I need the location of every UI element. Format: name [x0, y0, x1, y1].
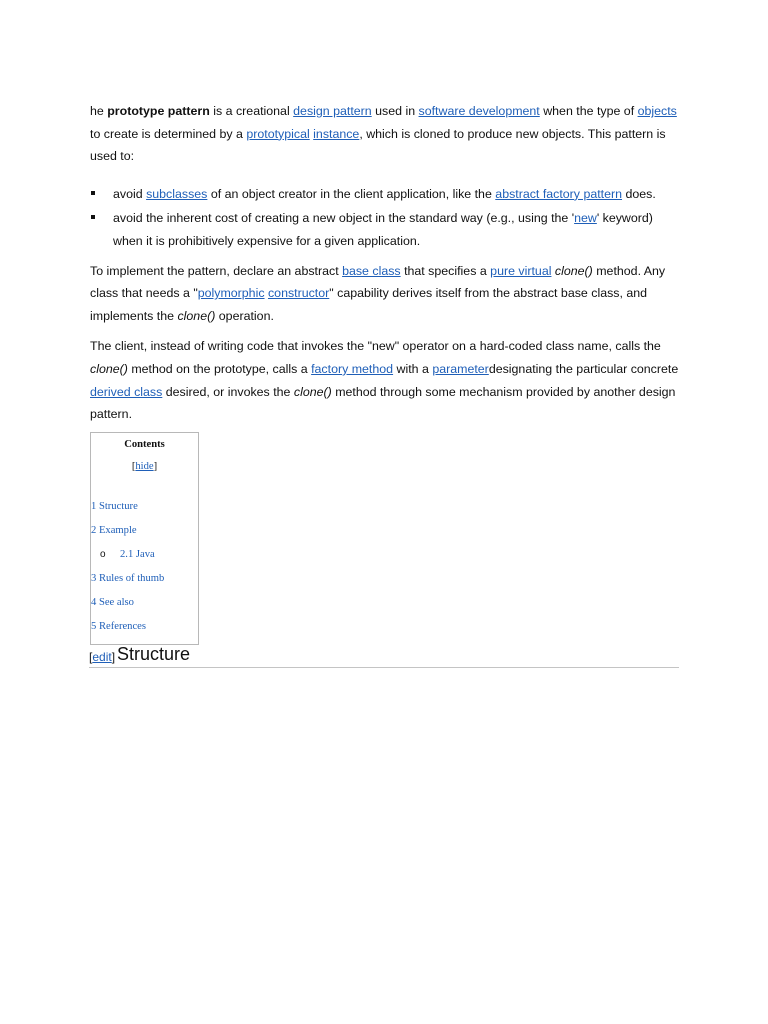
text: when the type of [539, 104, 638, 118]
toc-item-example [91, 525, 137, 536]
link-constructor[interactable]: constructor [267, 286, 330, 301]
edit-section [89, 650, 115, 664]
edit-link[interactable]: edit [92, 650, 112, 664]
code-term: clone() [293, 384, 332, 399]
text: designating the particular concrete [488, 361, 679, 376]
text: " capability derives itself from the abstract base class, and implements the [90, 286, 648, 323]
bracket: ] [153, 461, 158, 472]
code-term: clone() [90, 361, 128, 376]
toc-title: Contents [124, 439, 165, 450]
bullet-list [90, 183, 682, 253]
text: with a [393, 361, 433, 376]
list-item [90, 183, 682, 206]
square-bullet-icon [91, 191, 95, 195]
toc-hide-toggle [91, 461, 198, 472]
text: is a creational [209, 104, 294, 118]
article-body [90, 100, 682, 426]
text: method through some mechanism provided by another design pattern. [90, 384, 676, 422]
section-heading [89, 644, 679, 668]
text: method. Any class that needs a " [90, 263, 666, 301]
text: he [90, 104, 108, 118]
toc-link[interactable]: 4 See also [91, 597, 134, 608]
link-base-class[interactable]: base class [342, 263, 401, 278]
toc-item-rules-of-thumb [91, 573, 164, 584]
text: The client, instead of writing code that invokes the "new" operator on a hard-coded class name, calls the [90, 339, 661, 354]
toc-link[interactable]: 2 Example [91, 525, 137, 536]
toc-link[interactable]: 1 Structure [91, 501, 138, 512]
toc-item-see-also [91, 597, 134, 608]
square-bullet-icon [91, 215, 95, 219]
text: used in [371, 104, 419, 118]
text: To implement the pattern, declare an abstract [90, 263, 343, 278]
text: to create is determined by a [90, 126, 247, 141]
link-prototypical[interactable]: prototypical [246, 126, 310, 141]
link-objects[interactable]: objects [637, 104, 677, 118]
toc-link[interactable]: 3 Rules of thumb [91, 573, 165, 584]
text: that specifies a [400, 263, 491, 278]
list-item [90, 207, 682, 252]
link-polymorphic[interactable]: polymorphic [197, 286, 265, 301]
toc-link[interactable]: 2.1 Java [120, 549, 155, 560]
text: desired, or invokes the [162, 384, 294, 399]
bracket: [ [131, 461, 136, 472]
link-pure-virtual[interactable]: pure virtual [490, 263, 552, 278]
intro-paragraph [90, 100, 682, 168]
link-software-development[interactable]: software development [418, 104, 540, 118]
section-title: Structure [117, 644, 191, 664]
link-abstract-factory-pattern[interactable]: abstract factory pattern [495, 186, 623, 201]
link-subclasses[interactable]: subclasses [146, 186, 208, 201]
client-paragraph [90, 335, 682, 425]
text: method on the prototype, calls a [127, 361, 312, 376]
link-new[interactable]: new [574, 211, 597, 226]
bracket: [ [89, 650, 93, 664]
bracket: ] [111, 650, 116, 664]
text: avoid the inherent cost of creating a new object in the standard way (e.g., using the ' [113, 211, 575, 226]
link-design-pattern[interactable]: design pattern [293, 104, 372, 118]
link-factory-method[interactable]: factory method [311, 361, 394, 376]
toc-item-structure [91, 501, 138, 512]
code-term: clone() [177, 308, 216, 323]
text: operation. [215, 308, 274, 323]
text: does. [622, 186, 656, 201]
toc-link[interactable]: 5 References [91, 621, 146, 632]
text: avoid [113, 186, 147, 201]
text: of an object creator in the client application, like the [207, 186, 496, 201]
circle-bullet-icon: o [100, 549, 106, 560]
toc-item-references [91, 621, 146, 632]
table-of-contents [90, 432, 199, 645]
code-term: clone() [554, 263, 593, 278]
link-parameter[interactable]: parameter [432, 361, 489, 376]
link-instance[interactable]: instance [313, 126, 360, 141]
link-derived-class[interactable]: derived class [90, 384, 163, 399]
toc-hide-link[interactable]: hide [135, 461, 154, 472]
text: , which is cloned to produce new objects. This pattern is used to: [90, 126, 666, 164]
text: ' keyword) when it is prohibitively expensive for a given application. [113, 211, 653, 248]
term-bold: prototype pattern [107, 104, 210, 118]
implement-paragraph [90, 260, 682, 328]
